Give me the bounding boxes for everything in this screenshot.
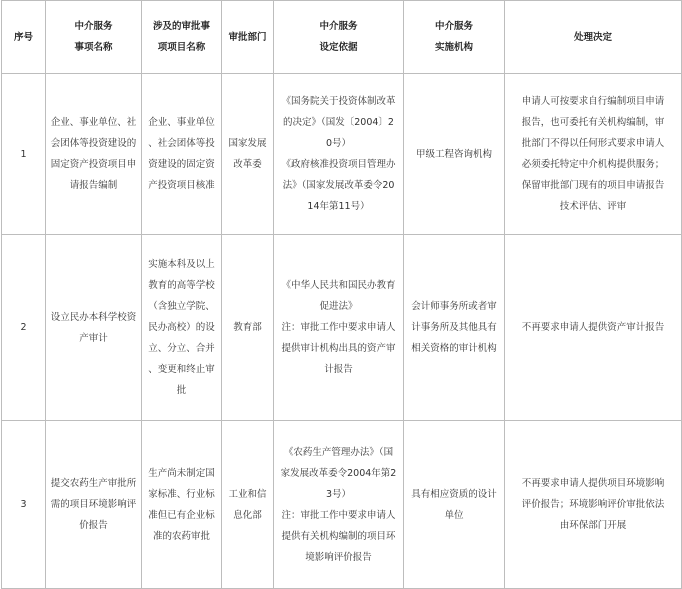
- cell-line: 必须委托特定中介机构提供服务；: [521, 159, 665, 170]
- table-body: [2, 74, 682, 589]
- cell-basis: [274, 74, 404, 235]
- cell-line: 提供审计机构出具的资产审: [281, 343, 396, 354]
- cell-line: 资建设的固定资: [148, 159, 215, 170]
- cell-line: 保留审批部门现有的项目申请报告: [521, 180, 665, 191]
- cell-approval-item: [142, 421, 222, 589]
- header-line: 事项名称: [74, 42, 113, 53]
- cell-line: 《政府核准投资项目管理办: [281, 159, 396, 170]
- cell-line: 的决定》（国发〔2004〕2: [283, 117, 394, 128]
- cell-line: 具有相应资质的设计: [411, 488, 497, 500]
- cell-line: 企业、事业单位、社: [50, 117, 137, 128]
- header-agency: [404, 1, 505, 74]
- table-row: [2, 235, 682, 421]
- cell-line: 3号）: [325, 488, 352, 500]
- cell-line: 改革委: [233, 159, 262, 170]
- cell-line: （含独立学院、: [148, 301, 215, 312]
- header-service-name: [46, 1, 142, 74]
- cell-line: 企业、事业单位: [148, 117, 215, 128]
- cell-line: 实施本科及以上: [148, 259, 215, 270]
- cell-line: 单位: [444, 509, 464, 521]
- cell-department: [222, 421, 274, 589]
- cell-line: 申请人可按要求自行编制项目申请: [521, 96, 665, 107]
- cell-agency: [404, 74, 505, 235]
- cell-service-name: [46, 421, 142, 589]
- cell-department: [222, 74, 274, 235]
- cell-line: 产投资项目核准: [148, 180, 215, 191]
- cell-line: 计报告: [324, 364, 353, 375]
- cell-line: 生产尚未制定国: [148, 467, 215, 479]
- header-line: 中介服务: [319, 21, 358, 32]
- cell-line: 、社会团体等投: [148, 138, 215, 149]
- cell-line: 准但已有企业标: [148, 509, 215, 521]
- cell-decision: [505, 421, 682, 589]
- cell-line: 相关资格的审计机构: [411, 343, 497, 354]
- cell-line: 准的农药审批: [152, 530, 210, 542]
- header-department: 审批部门: [222, 1, 274, 74]
- cell-decision: [505, 74, 682, 235]
- cell-line: 固定资产投资项目申: [50, 159, 137, 170]
- cell-line: 请报告编制: [69, 180, 118, 191]
- cell-line: 提供有关机构编制的项目环: [281, 530, 396, 542]
- header-decision: 处理决定: [505, 1, 682, 74]
- cell-service-name: [46, 235, 142, 421]
- header-line: 项项目名称: [157, 42, 206, 53]
- cell-line: 批: [176, 385, 187, 396]
- cell-line: 立、分立、合并: [148, 343, 215, 354]
- cell-line: 批部门不得以任何形式要求申请人: [521, 138, 665, 149]
- cell-line: 家发展改革委令2004年第2: [280, 467, 397, 479]
- header-line: 实施机构: [434, 42, 473, 53]
- cell-line: 技术评估、评审: [559, 201, 627, 212]
- regulation-table: [1, 0, 682, 589]
- cell-seq: 2: [2, 235, 46, 421]
- cell-line: 《农药生产管理办法》（国: [283, 446, 394, 458]
- cell-line: 设立民办本科学校资: [50, 311, 137, 323]
- cell-line: 计事务所及其他具有: [411, 322, 497, 333]
- cell-approval-item: [142, 235, 222, 421]
- cell-line: 会团体等投资建设的: [50, 138, 137, 149]
- cell-line: 产审计: [79, 332, 108, 344]
- header-line: 中介服务: [434, 21, 473, 32]
- header-line: 涉及的审批事: [152, 21, 210, 32]
- cell-line: 由环保部门开展: [559, 520, 627, 531]
- header-line: 中介服务: [74, 21, 113, 32]
- cell-line: 不再要求申请人提供资产审计报告: [521, 322, 665, 333]
- table-row: [2, 421, 682, 589]
- cell-basis: [274, 235, 404, 421]
- cell-decision: [505, 235, 682, 421]
- table-header-row: [2, 1, 682, 74]
- cell-line: 价报告: [79, 520, 108, 531]
- cell-department: [222, 235, 274, 421]
- cell-approval-item: [142, 74, 222, 235]
- cell-line: 《中华人民共和国民办教育: [281, 280, 396, 291]
- cell-line: 会计师事务所或者审: [411, 301, 497, 312]
- cell-line: 教育部: [233, 322, 262, 333]
- cell-line: 法》（国家发展改革委令20: [282, 180, 395, 191]
- cell-line: 0号）: [325, 138, 352, 149]
- header-basis: [274, 1, 404, 74]
- cell-line: 评价报告；环境影响评价审批依法: [521, 499, 665, 510]
- cell-seq: 1: [2, 74, 46, 235]
- cell-seq: 3: [2, 421, 46, 589]
- cell-line: 家标准、行业标: [148, 488, 215, 500]
- cell-line: 促进法》: [319, 301, 358, 312]
- cell-line: 国家发展: [228, 138, 267, 149]
- cell-service-name: [46, 74, 142, 235]
- cell-line: 境影响评价报告: [305, 551, 372, 563]
- cell-line: 注：审批工作中要求申请人: [281, 509, 396, 521]
- cell-line: 、变更和终止审: [148, 364, 215, 375]
- cell-agency: [404, 235, 505, 421]
- header-line: 设定依据: [319, 42, 358, 53]
- cell-line: 甲级工程咨询机构: [415, 148, 492, 160]
- table-row: [2, 74, 682, 235]
- cell-line: 不再要求申请人提供项目环境影响: [521, 478, 665, 489]
- header-approval-item: [142, 1, 222, 74]
- header-seq: 序号: [2, 1, 46, 74]
- cell-line: 报告，也可委托有关机构编制，审: [521, 117, 665, 128]
- cell-basis: [274, 421, 404, 589]
- cell-line: 民办高校）的设: [148, 322, 215, 333]
- cell-line: 14年第11号）: [307, 201, 370, 212]
- cell-line: 教育的高等学校: [148, 280, 215, 291]
- cell-line: 提交农药生产审批所: [50, 478, 137, 489]
- cell-line: 注：审批工作中要求申请人: [281, 322, 396, 333]
- cell-line: 息化部: [233, 509, 262, 521]
- cell-line: 《国务院关于投资体制改革: [281, 96, 396, 107]
- cell-line: 需的项目环境影响评: [50, 499, 137, 510]
- cell-line: 工业和信: [228, 488, 267, 500]
- cell-agency: [404, 421, 505, 589]
